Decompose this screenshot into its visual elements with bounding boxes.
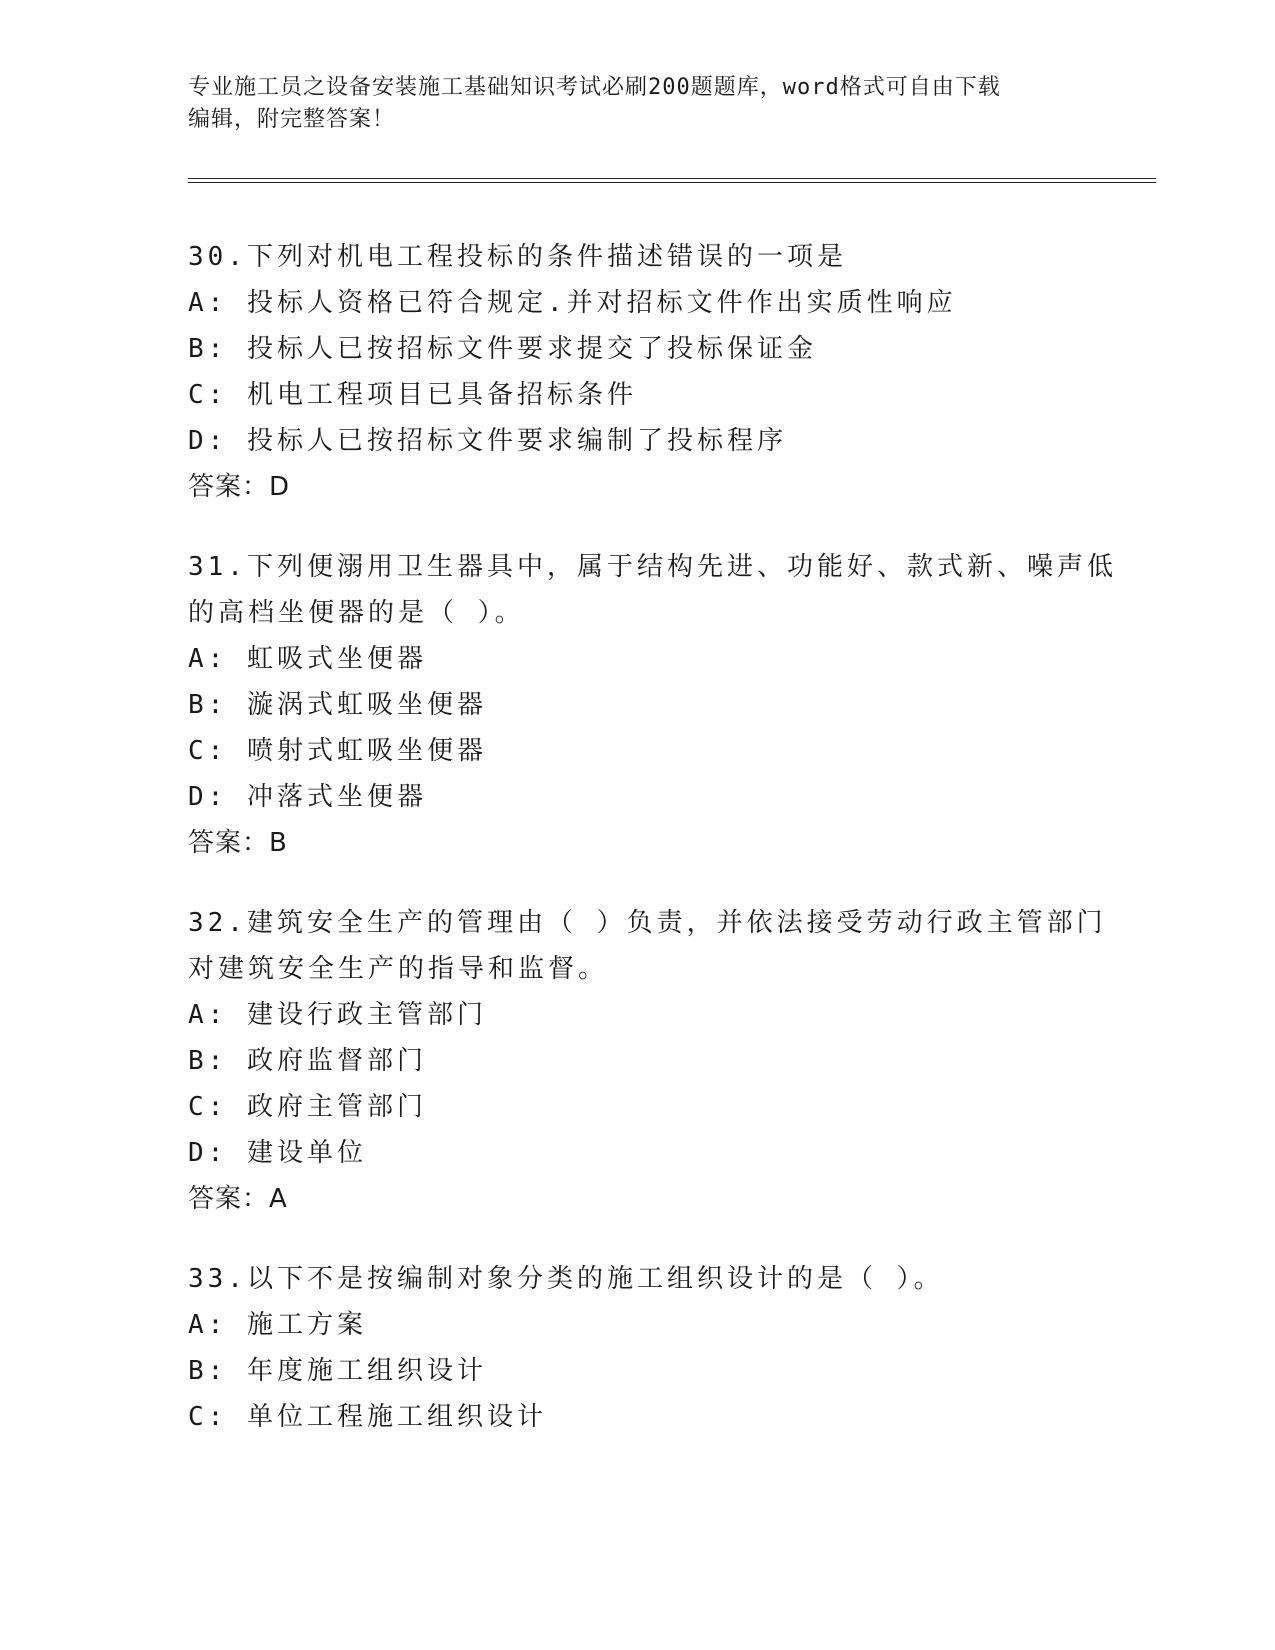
option-b: B: 年度施工组织设计 bbox=[188, 1356, 487, 1386]
header-line-1: 专业施工员之设备安装施工基础知识考试必刷200题题库，word格式可自由下载 bbox=[188, 75, 1001, 100]
question-text: 33.以下不是按编制对象分类的施工组织设计的是（ ）。 bbox=[188, 1264, 944, 1294]
option-a: A: 投标人资格已符合规定.并对招标文件作出实质性响应 bbox=[188, 288, 957, 318]
question-30 bbox=[188, 234, 1148, 510]
answer: 答案：B bbox=[188, 828, 288, 858]
question-text: 31.下列便溺用卫生器具中，属于结构先进、功能好、款式新、噪声低 bbox=[188, 552, 1117, 582]
answer: 答案：D bbox=[188, 472, 291, 502]
question-33 bbox=[188, 1256, 1148, 1440]
option-b: B: 政府监督部门 bbox=[188, 1046, 427, 1076]
question-text-cont: 的高档坐便器的是（ ）。 bbox=[188, 598, 525, 628]
option-d: D: 投标人已按招标文件要求编制了投标程序 bbox=[188, 426, 787, 456]
option-b: B: 漩涡式虹吸坐便器 bbox=[188, 690, 487, 720]
option-a: A: 虹吸式坐便器 bbox=[188, 644, 427, 674]
question-32 bbox=[188, 900, 1148, 1222]
option-d: D: 建设单位 bbox=[188, 1138, 367, 1168]
header-divider-top bbox=[188, 178, 1156, 179]
question-text-cont: 对建筑安全生产的指导和监督。 bbox=[188, 954, 609, 984]
document-header bbox=[188, 72, 1088, 136]
option-c: C: 政府主管部门 bbox=[188, 1092, 427, 1122]
question-list bbox=[188, 234, 1148, 1474]
answer: 答案：A bbox=[188, 1184, 288, 1214]
option-a: A: 建设行政主管部门 bbox=[188, 1000, 487, 1030]
option-c: C: 喷射式虹吸坐便器 bbox=[188, 736, 487, 766]
question-31 bbox=[188, 544, 1148, 866]
option-b: B: 投标人已按招标文件要求提交了投标保证金 bbox=[188, 334, 817, 364]
option-c: C: 机电工程项目已具备招标条件 bbox=[188, 380, 637, 410]
question-text: 32.建筑安全生产的管理由（ ）负责，并依法接受劳动行政主管部门 bbox=[188, 908, 1107, 938]
question-text: 30.下列对机电工程投标的条件描述错误的一项是 bbox=[188, 242, 847, 272]
option-a: A: 施工方案 bbox=[188, 1310, 367, 1340]
header-line-2: 编辑，附完整答案！ bbox=[188, 107, 396, 132]
header-divider-bottom bbox=[188, 182, 1156, 183]
option-d: D: 冲落式坐便器 bbox=[188, 782, 427, 812]
option-c: C: 单位工程施工组织设计 bbox=[188, 1402, 547, 1432]
